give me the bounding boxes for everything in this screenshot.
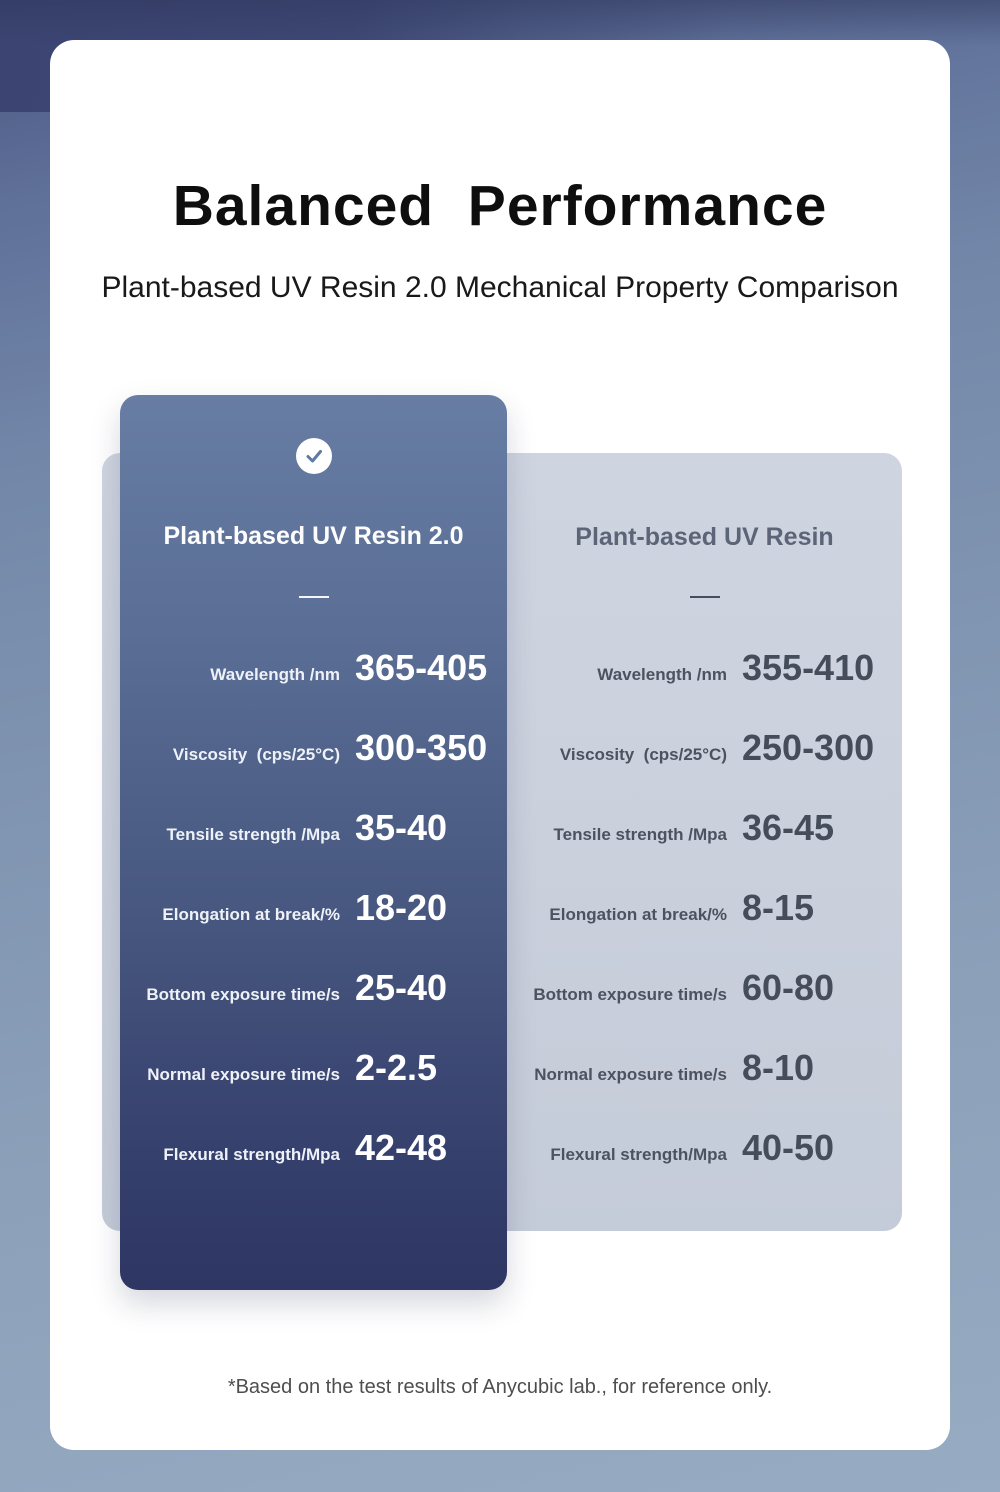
standard-resin-column [507, 453, 902, 1231]
property-label: Flexural strength/Mpa [550, 1145, 727, 1164]
property-label: Normal exposure time/s [147, 1065, 340, 1084]
standard-resin-title: Plant-based UV Resin [575, 523, 834, 551]
property-label: Elongation at break/% [549, 905, 727, 924]
property-label: Wavelength /nm [597, 665, 727, 684]
property-value: 365-405 [355, 647, 488, 688]
property-value: 8-10 [742, 1047, 815, 1088]
property-label: Elongation at break/% [162, 905, 340, 924]
page-subtitle: Plant-based UV Resin 2.0 Mechanical Property Comparison [101, 270, 899, 304]
table-row [507, 967, 902, 1009]
property-label: Viscosity (cps/25°C) [172, 745, 340, 764]
table-row [507, 647, 902, 689]
resin-2-0-title: Plant-based UV Resin 2.0 [163, 522, 464, 550]
property-label: Tensile strength /Mpa [166, 825, 340, 844]
property-label: Wavelength /nm [210, 665, 340, 684]
divider [299, 596, 329, 598]
comparison-card-resin-2-0 [120, 395, 507, 1290]
property-value: 250-300 [742, 727, 875, 768]
property-value: 42-48 [355, 1127, 448, 1168]
property-value: 36-45 [742, 807, 835, 848]
divider [690, 596, 720, 598]
property-value: 2-2.5 [355, 1047, 438, 1088]
table-row [120, 807, 507, 849]
property-label: Flexural strength/Mpa [163, 1145, 340, 1164]
property-value: 35-40 [355, 807, 448, 848]
table-row [507, 807, 902, 849]
table-row [120, 647, 507, 689]
property-label: Tensile strength /Mpa [553, 825, 727, 844]
page-title: Balanced Performance [172, 174, 828, 239]
table-row [507, 1047, 902, 1089]
table-row [120, 967, 507, 1009]
check-icon [304, 446, 324, 466]
property-label: Bottom exposure time/s [533, 985, 727, 1004]
table-row [507, 887, 902, 929]
property-value: 60-80 [742, 967, 835, 1008]
property-value: 25-40 [355, 967, 448, 1008]
property-label: Viscosity (cps/25°C) [559, 745, 727, 764]
property-label: Normal exposure time/s [534, 1065, 727, 1084]
property-value: 8-15 [742, 887, 815, 928]
table-row [507, 727, 902, 769]
property-value: 355-410 [742, 647, 875, 688]
check-badge [296, 438, 332, 474]
table-row [120, 1127, 507, 1169]
content-sheet [50, 40, 950, 1450]
property-label: Bottom exposure time/s [146, 985, 340, 1004]
footnote: *Based on the test results of Anycubic lab., for reference only. [227, 1376, 773, 1398]
table-row [120, 887, 507, 929]
property-value: 40-50 [742, 1127, 835, 1168]
table-row [120, 1047, 507, 1089]
property-value: 18-20 [355, 887, 448, 928]
property-value: 300-350 [355, 727, 488, 768]
table-row [120, 727, 507, 769]
table-row [507, 1127, 902, 1169]
